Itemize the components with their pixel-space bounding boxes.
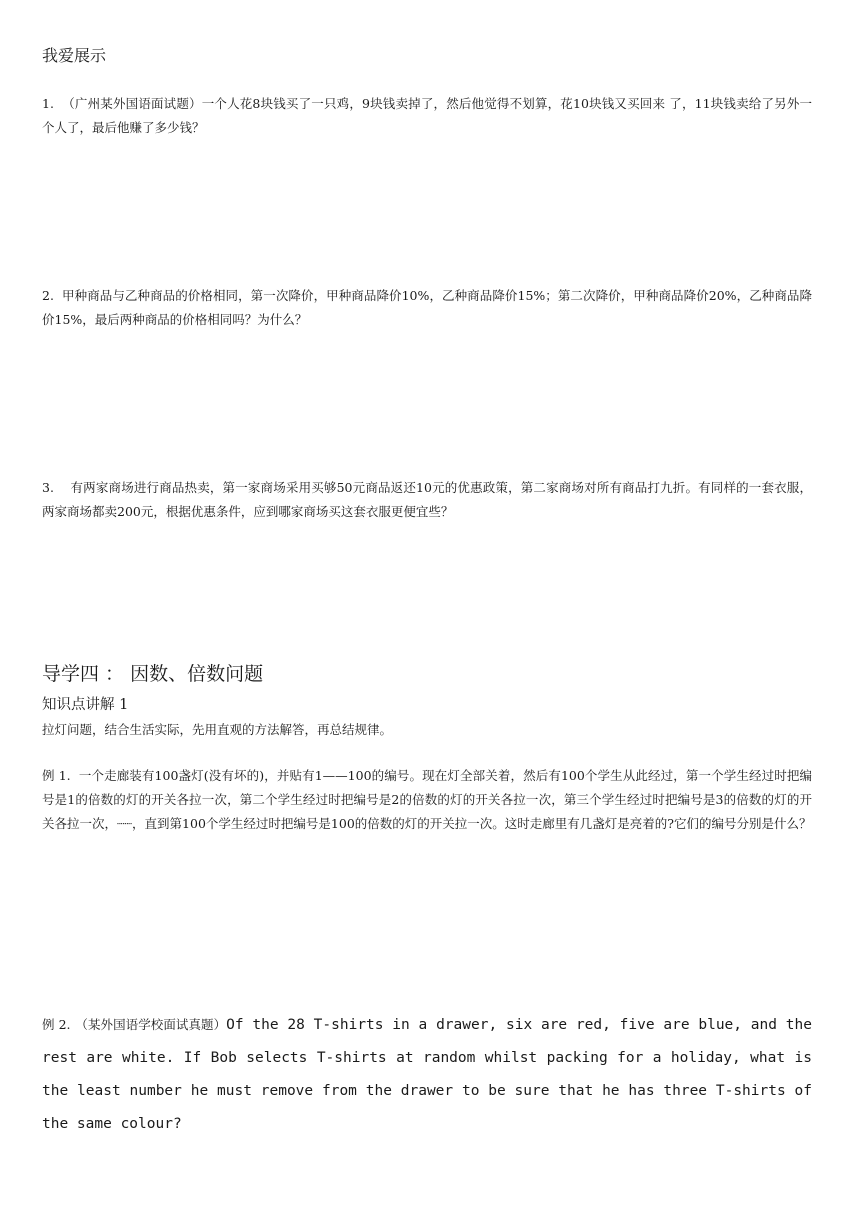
- question-text: 甲种商品与乙种商品的价格相同，第一次降价，甲种商品降价10%，乙种商品降价15%；第二次降价，甲种商品降价20%，乙种商品降价15%，最后两种商品的价格相同吗？为什么？: [42, 288, 812, 327]
- question-2: [42, 284, 812, 332]
- question-number: 1.: [42, 96, 54, 111]
- question-text: （广州某外国语面试题）一个人花8块钱买了一只鸡，9块钱卖掉了，然后他觉得不划算，花10块钱又买回来 了，11块钱卖给了另外一个人了，最后他赚了多少钱？: [42, 96, 812, 135]
- example-1: [42, 764, 812, 836]
- question-1: [42, 92, 812, 140]
- example-text: 一个走廊装有100盏灯(没有坏的)，并贴有1——100的编号。现在灯全部关着，然后有100个学生从此经过，第一个学生经过时把编号是1的倍数的灯的开关各拉一次，第二个学生经过时把编号是2的倍数的灯的开关各拉一次，第三个学生经过时把编号是3的倍数的灯的开关各拉一次，┈┈，直到第100个学生经过时把编号是100的倍数的灯的开关拉一次。这时走廊里有几盏灯是亮着的?它们的编号分别是什么？: [42, 768, 812, 831]
- guide-intro: 拉灯问题，结合生活实际，先用直观的方法解答，再总结规律。: [42, 722, 393, 737]
- section-title: 我爱展示: [42, 46, 107, 65]
- example-label: 例 1.: [42, 768, 71, 783]
- guide-title: 导学四 ： 因数、倍数问题: [42, 663, 264, 685]
- example-label: 例 2.: [42, 1017, 71, 1032]
- question-text: 有两家商场进行商品热卖，第一家商场采用买够50元商品返还10元的优惠政策，第二家商场对所有商品打九折。有同样的一套衣服，两家商场都卖200元，根据优惠条件，应到哪家商场买这套衣服更便宜些？: [42, 480, 812, 519]
- question-3: [42, 476, 812, 524]
- question-number: 2.: [42, 288, 54, 303]
- question-number: 3.: [42, 480, 54, 495]
- example-source: （某外国语学校面试真题）: [75, 1017, 227, 1032]
- knowledge-title: 知识点讲解 1: [42, 697, 129, 713]
- example-2: [42, 1008, 812, 1140]
- example-text: Of the 28 T-shirts in a drawer, six are red, five are blue, and the rest are white. If Bob selects T-shirts at random whilst packing for a holiday, what is the least number he must remove from the drawer to be sure that he has three T-shirts of the same colour?: [42, 1017, 812, 1132]
